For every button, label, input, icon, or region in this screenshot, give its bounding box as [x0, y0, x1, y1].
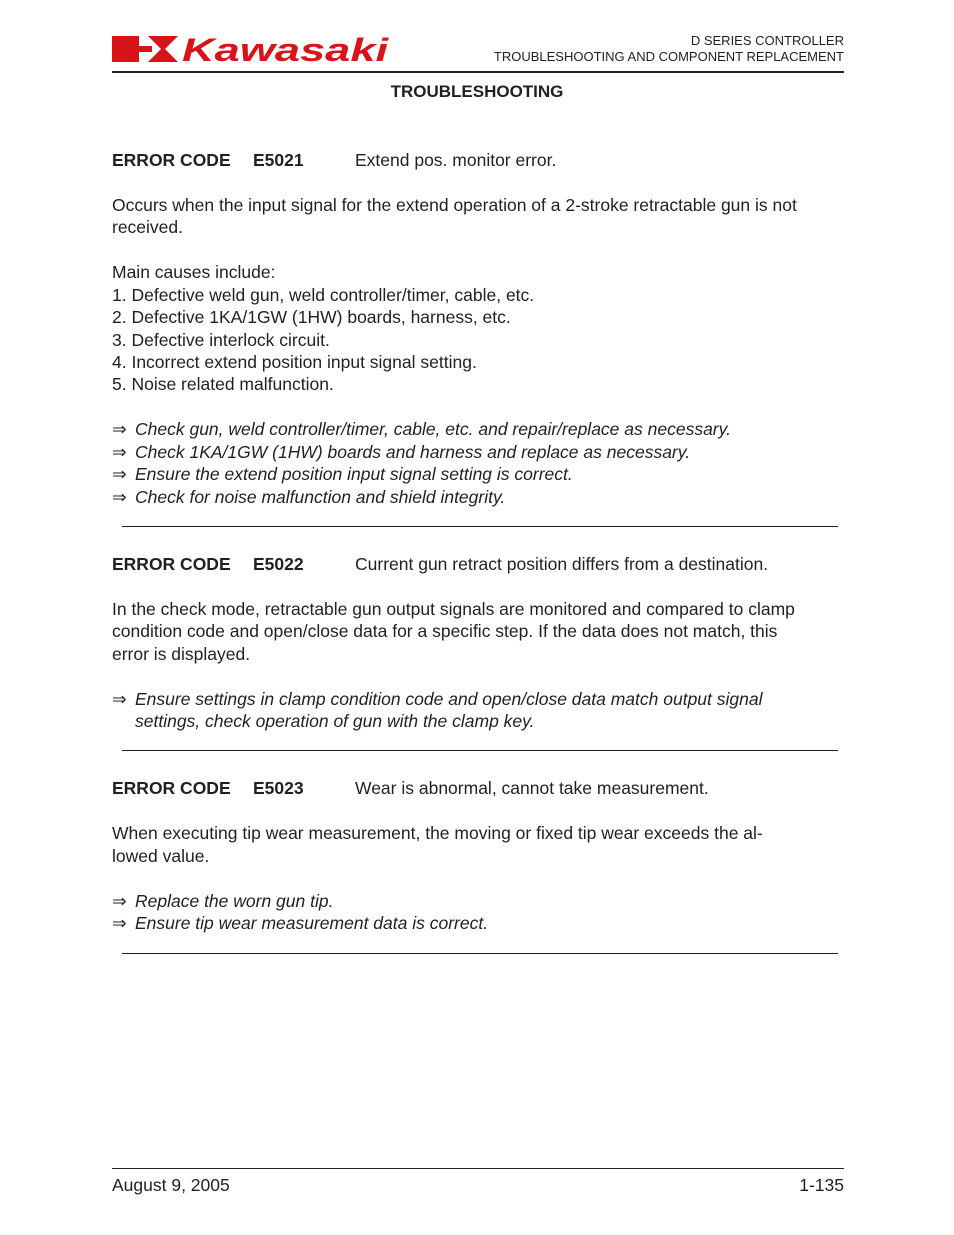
action-item [112, 486, 505, 509]
arrow-icon: ⇒ [112, 442, 127, 462]
action-text: Ensure settings in clamp condition code and open/close data match output signal [135, 689, 763, 709]
error-code-description: Current gun retract position differs from a destination. [355, 554, 769, 574]
section-separator [122, 953, 838, 954]
action-continuation: settings, check operation of gun with the clamp key. [135, 711, 535, 731]
error-code-number: E5023 [253, 778, 304, 798]
arrow-icon: ⇒ [112, 419, 127, 439]
arrow-icon: ⇒ [112, 913, 127, 933]
paragraph-line: lowed value. [112, 846, 210, 866]
cause-item: 3. Defective interlock circuit. [112, 330, 330, 350]
paragraph-line: When executing tip wear measurement, the moving or fixed tip wear exceeds the al- [112, 823, 763, 843]
header-rule [112, 71, 844, 73]
section-separator [122, 526, 838, 527]
brand-wordmark: Kawasaki [182, 34, 390, 64]
error-code-label: ERROR CODE [112, 778, 231, 798]
arrow-icon: ⇒ [112, 487, 127, 507]
kawasaki-logo [112, 34, 390, 64]
cause-item: 2. Defective 1KA/1GW (1HW) boards, harness, etc. [112, 307, 511, 327]
arrow-icon: ⇒ [112, 689, 127, 709]
footer-rule [112, 1168, 844, 1169]
action-item [112, 912, 488, 935]
action-item [112, 688, 762, 711]
arrow-icon: ⇒ [112, 891, 127, 911]
kawasaki-logo-mark [112, 34, 390, 64]
header-section: TROUBLESHOOTING AND COMPONENT REPLACEMENT [493, 49, 844, 64]
paragraph-line: Occurs when the input signal for the extend operation of a 2-stroke retractable gun is not [112, 195, 797, 215]
footer-date: August 9, 2005 [112, 1175, 230, 1195]
error-code-description: Wear is abnormal, cannot take measurement. [355, 778, 709, 798]
page-title: TROUBLESHOOTING [390, 82, 564, 101]
cause-item: 5. Noise related malfunction. [112, 374, 334, 394]
cause-item: 4. Incorrect extend position input signal setting. [112, 352, 477, 372]
section-separator [122, 750, 838, 751]
action-text: Ensure the extend position input signal setting is correct. [135, 464, 573, 484]
page-number: 1-135 [799, 1175, 844, 1195]
action-item [112, 463, 573, 486]
action-item [112, 418, 731, 441]
action-text: Check 1KA/1GW (1HW) boards and harness and replace as necessary. [135, 442, 691, 462]
action-text: Check for noise malfunction and shield integrity. [135, 487, 506, 507]
action-text: Ensure tip wear measurement data is correct. [135, 913, 489, 933]
error-code-number: E5022 [253, 554, 304, 574]
error-code-label: ERROR CODE [112, 554, 231, 574]
paragraph-line: received. [112, 217, 184, 237]
arrow-icon: ⇒ [112, 464, 127, 484]
error-code-label: ERROR CODE [112, 150, 231, 170]
action-text: Replace the worn gun tip. [135, 891, 334, 911]
action-item [112, 890, 333, 913]
cause-item: 1. Defective weld gun, weld controller/timer, cable, etc. [112, 285, 535, 305]
error-code-description: Extend pos. monitor error. [355, 150, 557, 170]
action-item [112, 441, 690, 464]
paragraph-line: error is displayed. [112, 644, 251, 664]
error-code-number: E5021 [253, 150, 304, 170]
paragraph-line: In the check mode, retractable gun output signals are monitored and compared to clamp [112, 599, 795, 619]
paragraph-line: condition code and open/close data for a specific step. If the data does not match, this [112, 621, 778, 641]
header-series: D SERIES CONTROLLER [690, 33, 844, 48]
causes-heading: Main causes include: [112, 262, 276, 282]
action-text: Check gun, weld controller/timer, cable, etc. and repair/replace as necessary. [135, 419, 731, 439]
